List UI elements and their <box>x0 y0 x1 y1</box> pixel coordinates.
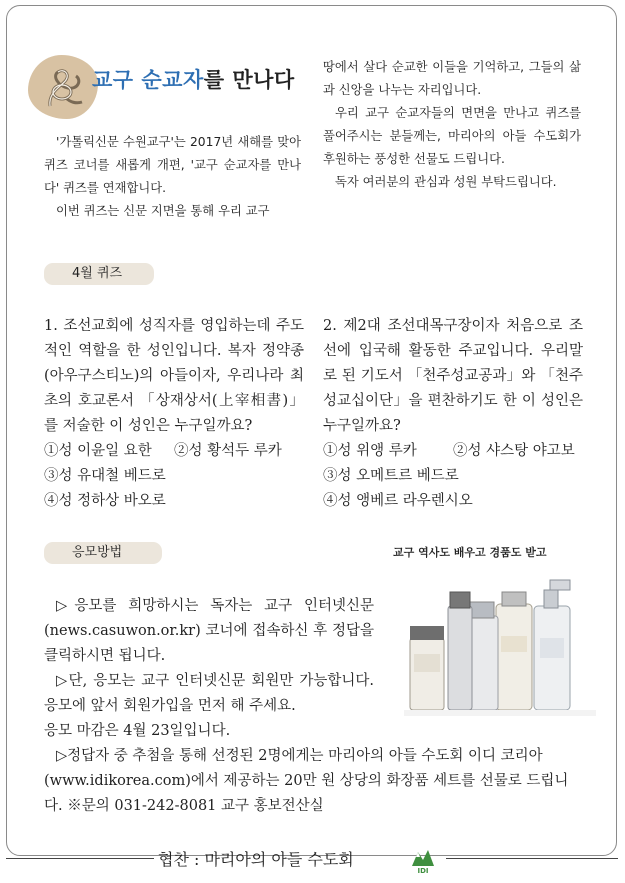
quiz-question-2 <box>323 314 583 514</box>
intro-left-column <box>44 131 301 223</box>
idi-logo-icon <box>408 846 438 874</box>
idi-logo-text: IDI <box>417 867 429 874</box>
method-section-heading: 응모방법 <box>44 542 162 564</box>
product-caption: 교구 역사도 배우고 경품도 받고 <box>393 546 547 559</box>
title-blue-part: 교구 순교자 <box>92 68 204 92</box>
quiz-section-heading: 4월 퀴즈 <box>44 263 154 285</box>
question-2-option-1: ①성 위앵 루카 <box>323 443 417 459</box>
question-1-option-4: ④성 정하상 바오로 <box>44 493 166 509</box>
intro-right-column <box>323 56 581 194</box>
question-2-option-4: ④성 앵베르 라우렌시오 <box>323 493 473 509</box>
title-particle: 를 <box>203 68 233 92</box>
question-2-text: 2. 제2대 조선대목구장이자 처음으로 조선에 입국해 활동한 주교입니다. 우리말로 된 기도서 「천주성교공과」와 「천주성교십이단」을 편찬하기도 한 이 성인은 누구일까요? <box>323 318 583 434</box>
intro-paragraph-4: 독자 여러분의 관심과 성원 부탁드립니다. <box>335 175 557 189</box>
footer-divider-left <box>6 858 154 859</box>
intro-paragraph-2b: 땅에서 살다 순교한 이들을 기억하고, 그들의 삶과 신앙을 나누는 자리입니다. <box>323 60 581 97</box>
question-2-options-row-1 <box>323 439 583 464</box>
intro-paragraph-3: 우리 교구 순교자들의 면면을 만나고 퀴즈를 풀어주시는 분들께는, 마리아의 아들 수도회가 후원하는 풍성한 선물도 드립니다. <box>323 106 581 166</box>
method-paragraph-4: ▷정답자 중 추첨을 통해 선정된 2명에게는 마리아의 아들 수도회 이디 코리아(www.idikorea.com)에서 제공하는 20만 원 상당의 화장품 세트를 선물로 드립니다. ※문의 031-242-8081 교구 홍보전산실 <box>44 748 569 814</box>
page-title <box>92 64 295 94</box>
question-1-options-row-1 <box>44 439 304 464</box>
footer-divider-right <box>446 858 618 859</box>
method-wrapped-block <box>44 594 374 744</box>
title-black-part: 만나다 <box>232 68 295 92</box>
sponsor-text: 협찬 : 마리아의 아들 수도회 <box>158 850 354 869</box>
intro-paragraph-2a: 이번 퀴즈는 신문 지면을 통해 우리 교구 <box>56 204 270 218</box>
method-body <box>44 594 584 819</box>
question-1-option-1: ①성 이윤일 요한 <box>44 443 152 459</box>
method-paragraph-1: ▷응모를 희망하시는 독자는 교구 인터넷신문(news.casuwon.or.kr) 코너에 접속하신 후 정답을 클릭하시면 됩니다. <box>44 598 374 664</box>
quiz-question-1 <box>44 314 304 514</box>
question-2-option-2: ②성 샤스탕 야고보 <box>453 443 575 459</box>
method-paragraph-3: 응모 마감은 4월 23일입니다. <box>44 723 231 739</box>
question-1-text: 1. 조선교회에 성직자를 영입하는데 주도적인 역할을 한 성인입니다. 복자 정약종(아우구스티노)의 아들이자, 우리나라 최초의 호교론서 「상재상서(上宰相書)」를 저술한 이 성인은 누구일까요? <box>44 318 304 434</box>
question-1-option-2: ②성 황석두 루카 <box>174 443 282 459</box>
rope-knot-icon <box>40 62 90 112</box>
question-1-option-3: ③성 유대철 베드로 <box>44 468 166 484</box>
question-2-option-3: ③성 오메트르 베드로 <box>323 468 459 484</box>
method-paragraph-2: ▷단, 응모는 교구 인터넷신문 회원만 가능합니다. 응모에 앞서 회원가입을 먼저 해 주세요. <box>44 673 374 714</box>
intro-paragraph-1: '가톨릭신문 수원교구'는 2017년 새해를 맞아 퀴즈 코너를 새롭게 개편, '교구 순교자를 만나다' 퀴즈를 연재합니다. <box>44 135 301 195</box>
